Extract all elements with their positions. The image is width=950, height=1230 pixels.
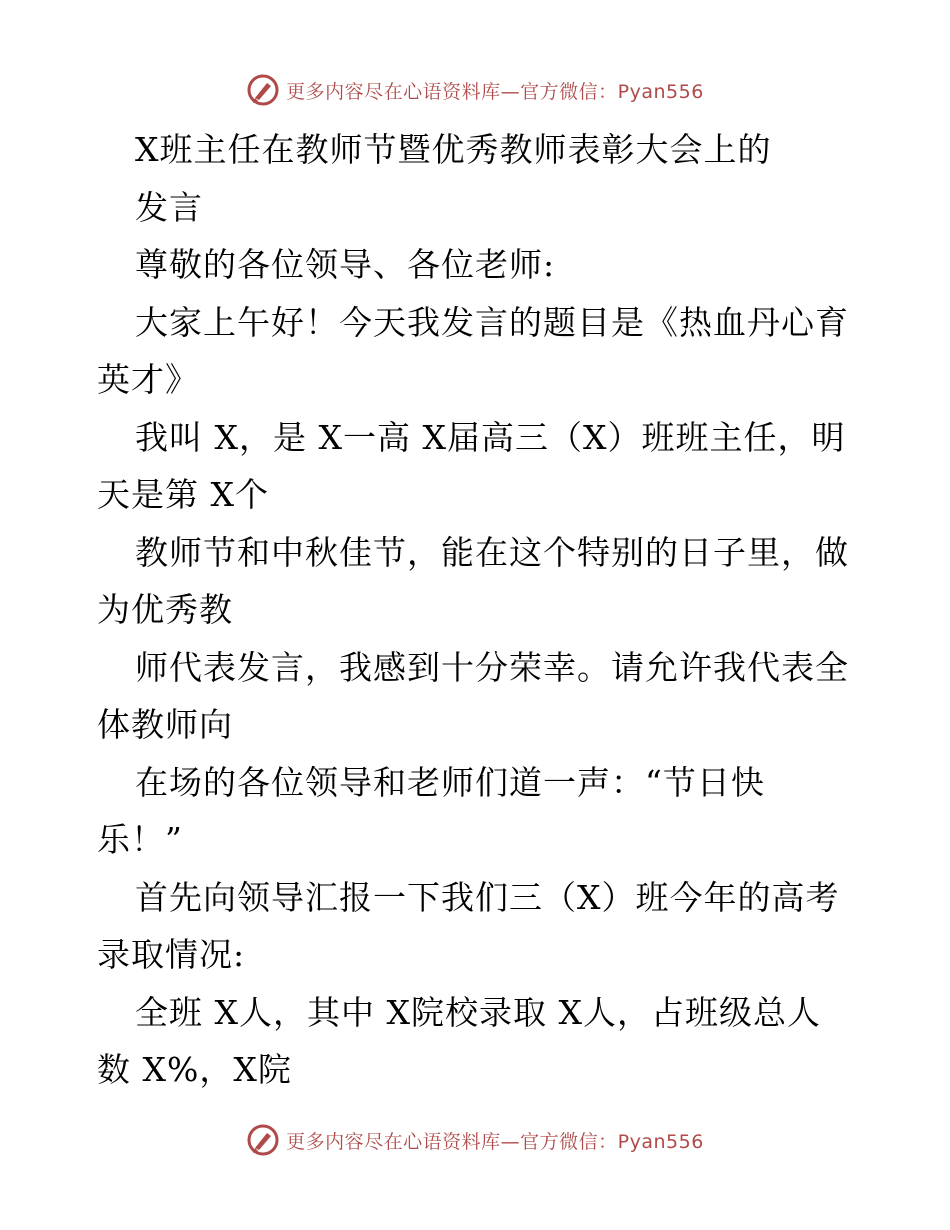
footer-watermark-text: 更多内容尽在心语资料库—官方微信：Pyan556 xyxy=(286,1130,704,1153)
text-line: 教师节和中秋佳节，能在这个特别的日子里，做 xyxy=(135,532,849,572)
header-watermark-text: 更多内容尽在心语资料库—官方微信：Pyan556 xyxy=(286,80,704,103)
text-line: 录取情况: xyxy=(97,935,246,974)
text-line: 尊敬的各位领导、各位老师: xyxy=(135,245,556,284)
text-line: 体教师向 xyxy=(97,705,233,744)
pen-logo-icon xyxy=(246,1123,280,1157)
text-line: 发言 xyxy=(135,187,203,227)
text-line: 全班 X人，其中 X院校录取 X人，占班级总人 xyxy=(135,992,821,1032)
text-line: 首先向领导汇报一下我们三（X）班今年的高考 xyxy=(135,877,840,917)
text-line: 数 X%，X院 xyxy=(97,1050,292,1089)
text-line: 乐！” xyxy=(97,820,183,859)
text-line: 师代表发言，我感到十分荣幸。请允许我代表全 xyxy=(135,647,849,687)
text-line: 英才》 xyxy=(97,360,199,399)
text-line: 大家上午好！今天我发言的题目是《热血丹心育 xyxy=(135,302,849,342)
text-line: 天是第 X个 xyxy=(97,475,269,514)
text-line: 我叫 X，是 X一高 X届高三（X）班班主任，明 xyxy=(135,417,846,457)
footer-watermark xyxy=(0,1120,950,1160)
pen-logo-icon xyxy=(246,73,280,107)
text-line: 为优秀教 xyxy=(97,590,233,629)
document-body xyxy=(97,121,857,1099)
text-line: 在场的各位领导和老师们道一声：“节日快 xyxy=(135,762,765,802)
text-line: X班主任在教师节暨优秀教师表彰大会上的 xyxy=(135,130,772,169)
header-watermark xyxy=(0,70,950,110)
